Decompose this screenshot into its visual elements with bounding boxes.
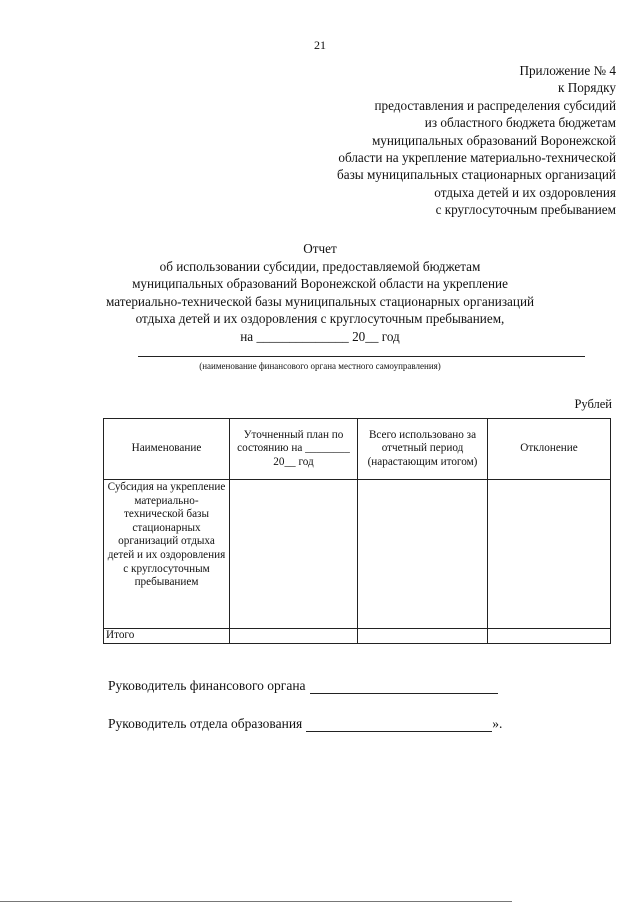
appendix-line: с круглосуточным пребыванием — [435, 202, 616, 218]
header-plan: Уточненный план по состоянию на ________ 20__ год — [230, 419, 358, 480]
report-table — [103, 418, 611, 644]
closing-quote: ». — [492, 716, 503, 731]
finance-head-signature-field[interactable] — [310, 681, 498, 694]
header-name: Наименование — [104, 419, 230, 480]
table-header-row — [104, 419, 611, 480]
appendix-block — [236, 62, 616, 219]
org-name-line — [138, 356, 585, 357]
appendix-line: муниципальных образований Воронежской — [371, 132, 616, 148]
education-head-label: Руководитель отдела образования — [108, 716, 303, 731]
appendix-line: базы муниципальных стационарных организаций — [337, 167, 616, 183]
total-plan-cell[interactable] — [230, 629, 358, 644]
finance-head-label: Руководитель финансового органа — [108, 678, 306, 693]
page-number: 21 — [314, 38, 326, 52]
appendix-line: к Порядку — [557, 80, 616, 96]
appendix-line: предоставления и распределения субсидий — [374, 97, 616, 113]
table-row — [104, 629, 611, 644]
header-used: Всего использовано за отчетный период (нарастающим итогом) — [358, 419, 488, 480]
education-head-signature-field[interactable] — [306, 719, 492, 732]
report-heading — [90, 240, 550, 346]
header-deviation: Отклонение — [488, 419, 611, 480]
table-row — [104, 480, 611, 629]
report-subtitle-line: отдыха детей и их оздоровления с круглосуточным пребыванием, — [135, 311, 505, 327]
bottom-rule — [0, 901, 512, 902]
report-subtitle-line: об использовании субсидии, предоставляемой бюджетам — [159, 258, 481, 274]
total-used-cell[interactable] — [358, 629, 488, 644]
signatures-block — [108, 678, 502, 754]
appendix-line: отдыха детей и их оздоровления — [434, 184, 616, 200]
org-name-caption: (наименование финансового органа местного самоуправления) — [199, 361, 441, 371]
total-label-cell: Итого — [104, 629, 230, 644]
currency-label: Рублей — [574, 397, 612, 411]
finance-head-signature — [108, 678, 502, 716]
report-year-line: на ______________ 20__ год — [240, 328, 400, 344]
subsidy-name-cell: Субсидия на укрепление материально-технической базы стационарных организаций отдыха детей и их оздоровления с круглосуточным пребыванием — [104, 480, 230, 629]
report-subtitle-line: материально-технической базы муниципальных стационарных организаций — [105, 293, 535, 309]
appendix-line: Приложение № 4 — [519, 63, 616, 78]
appendix-line: из областного бюджета бюджетам — [424, 115, 616, 131]
deviation-cell[interactable] — [488, 480, 611, 629]
total-deviation-cell[interactable] — [488, 629, 611, 644]
plan-cell[interactable] — [230, 480, 358, 629]
used-cell[interactable] — [358, 480, 488, 629]
report-title: Отчет — [303, 241, 337, 256]
education-head-signature — [108, 716, 502, 754]
report-subtitle-line: муниципальных образований Воронежской области на укрепление — [132, 276, 508, 292]
appendix-line: области на укрепление материально-технической — [338, 150, 616, 166]
